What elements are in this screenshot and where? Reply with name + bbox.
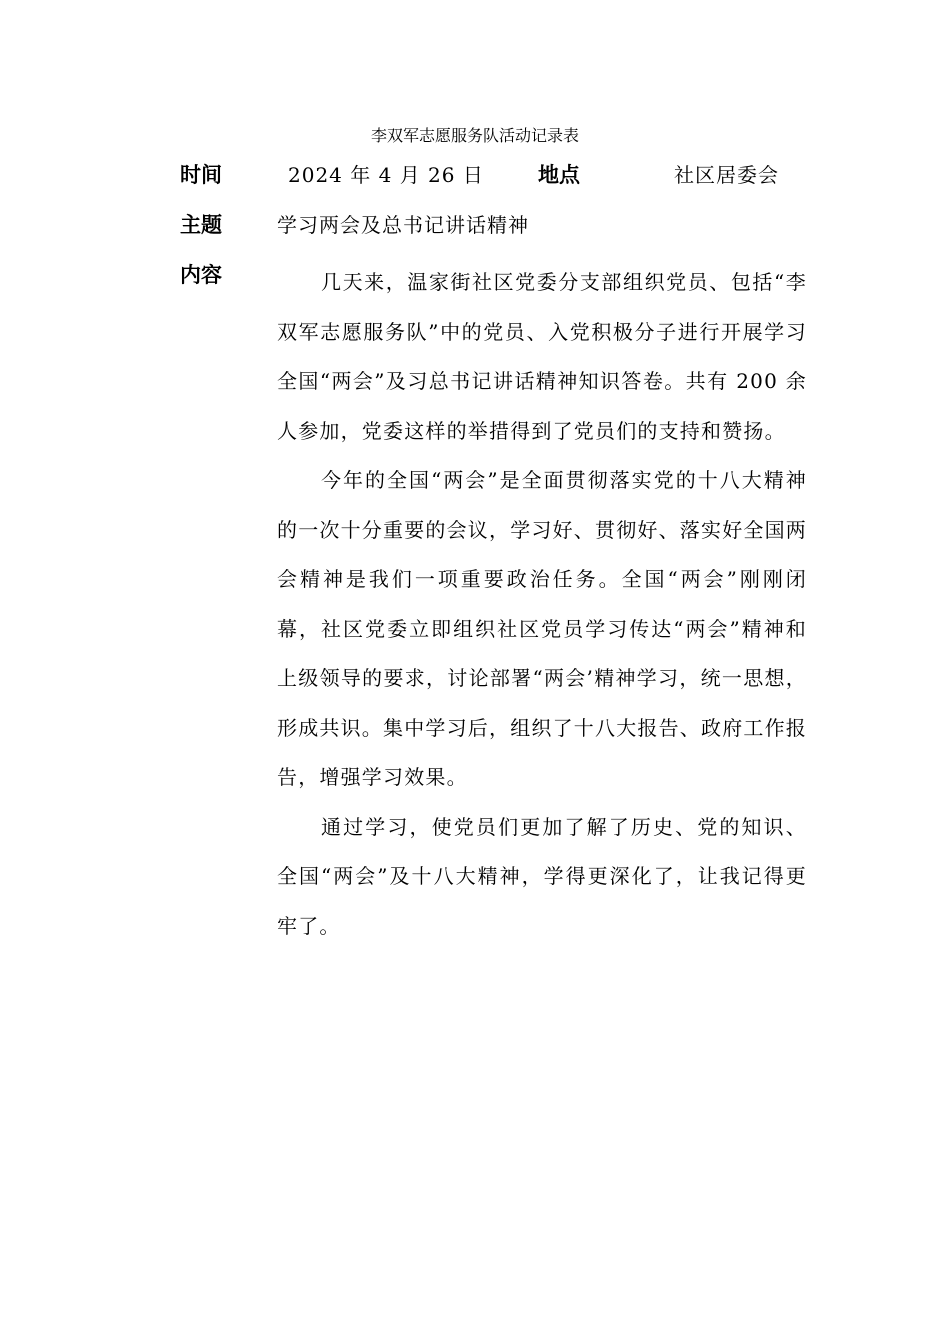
time-value: 2024 年 4 月 26 日: [288, 163, 484, 187]
document-title: 李双军志愿服务队活动记录表: [370, 126, 579, 145]
topic-label: 主题: [180, 213, 222, 237]
content-paragraph-3: 通过学习，使党员们更加了解了历史、党的知识、全国“两会”及十八大精神，学得更深化了，让我记得更牢了。: [277, 814, 807, 938]
content-paragraph-2: 今年的全国“两会”是全面贯彻落实党的十八大精神的一次十分重要的会议，学习好、贯彻好、落实好全国两会精神是我们一项重要政治任务。全国“两会”刚刚闭幕，社区党委立即组织社区党员学习传达“两会”精神和上级领导的要求，讨论部署“两会’精神学习，统一思想，形成共识。集中学习后，组织了十八大报告、政府工作报告，增强学习效果。: [277, 468, 807, 789]
topic-value: 学习两会及总书记讲话精神: [277, 213, 529, 237]
location-value: 社区居委会: [674, 163, 779, 187]
time-label: 时间: [180, 163, 222, 187]
content-paragraph-1: 几天来，温家街社区党委分支部组织党员、包括“李双军志愿服务队”中的党员、入党积极分子进行开展学习全国“两会”及习总书记讲话精神知识答卷。共有 200 余人参加，党委这样的举措得到了党员们的支持和赞扬。: [277, 270, 807, 443]
time-location-row: [0, 160, 950, 190]
topic-row: [0, 210, 950, 240]
content-body: [277, 258, 807, 951]
content-label: 内容: [180, 263, 222, 287]
location-label: 地点: [538, 163, 580, 187]
